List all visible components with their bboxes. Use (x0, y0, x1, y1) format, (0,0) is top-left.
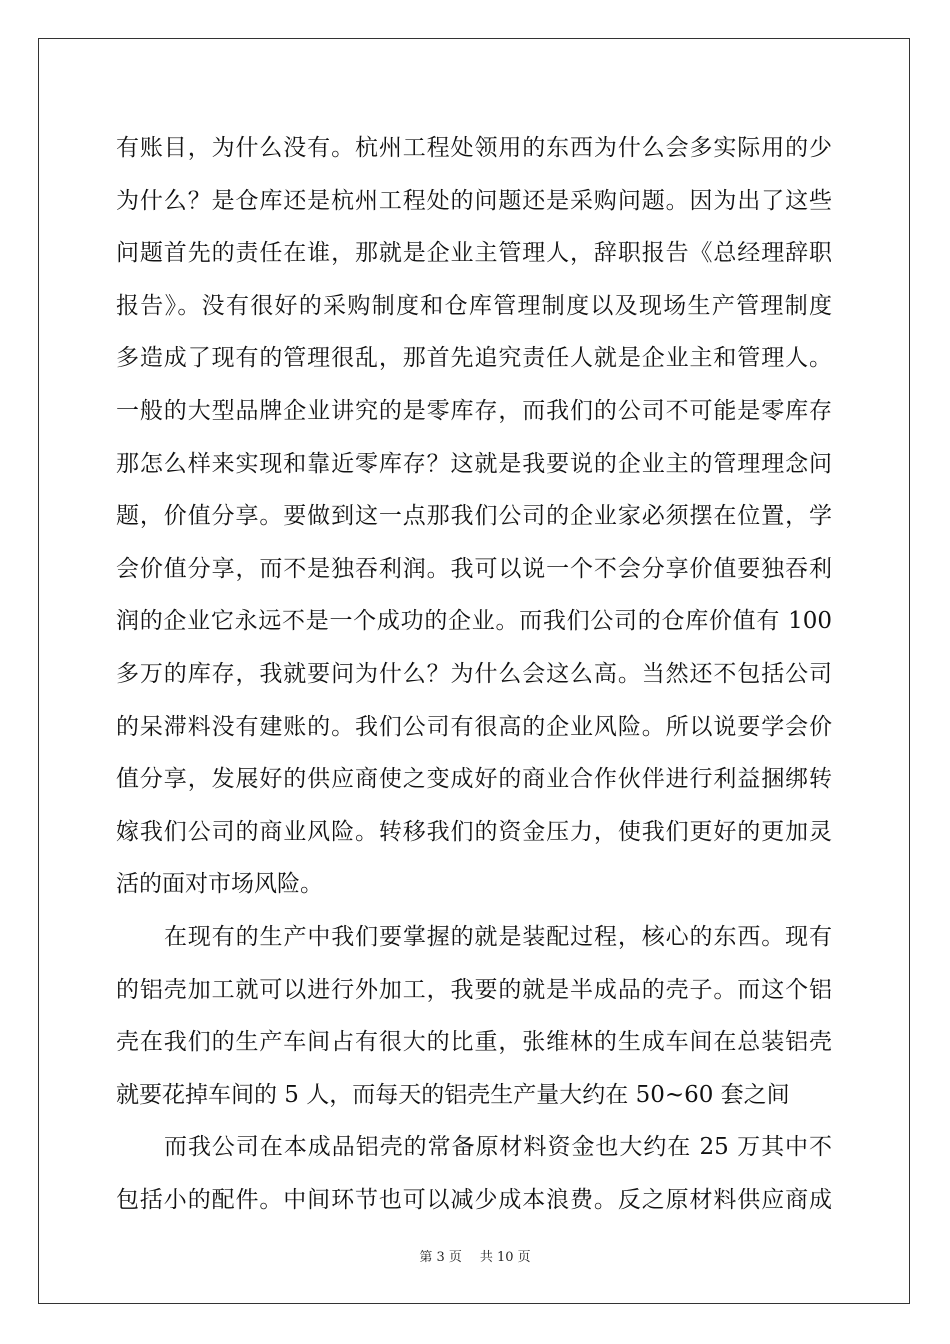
text-line: 润的企业它永远不是一个成功的企业。而我们公司的仓库价值有 100 (116, 608, 832, 635)
page-footer (0, 1246, 950, 1265)
text-line: 多万的库存，我就要问为什么？为什么会这么高。当然还不包括公司 (116, 660, 832, 687)
text-line: 题，价值分享。要做到这一点那我们公司的企业家必须摆在位置，学 (116, 503, 832, 530)
text-line: 问题首先的责任在谁，那就是企业主管理人，辞职报告《总经理辞职 (116, 240, 832, 267)
text-line: 会价值分享，而不是独吞利润。我可以说一个不会分享价值要独吞利 (116, 555, 832, 582)
text-line: 为什么？是仓库还是杭州工程处的问题还是采购问题。因为出了这些 (116, 187, 832, 214)
text-line: 那怎么样来实现和靠近零库存？这就是我要说的企业主的管理理念问 (116, 450, 832, 477)
text-line: 嫁我们公司的商业风险。转移我们的资金压力，使我们更好的更加灵 (116, 818, 832, 845)
page-number-current: 第 3 页 (419, 1250, 462, 1265)
paragraph-1 (116, 122, 832, 911)
text-line: 包括小的配件。中间环节也可以减少成本浪费。反之原材料供应商成 (116, 1186, 832, 1213)
text-line: 就要花掉车间的 5 人，而每天的铝壳生产量大约在 50~60 套之间 (116, 1081, 790, 1108)
text-line: 多造成了现有的管理很乱，那首先追究责任人就是企业主和管理人。 (116, 345, 832, 372)
text-line: 一般的大型品牌企业讲究的是零库存，而我们的公司不可能是零库存 (116, 397, 832, 424)
text-line: 值分享，发展好的供应商使之变成好的商业合作伙伴进行利益捆绑转 (116, 766, 832, 793)
paragraph-3 (116, 1121, 832, 1226)
text-line: 的铝壳加工就可以进行外加工，我要的就是半成品的壳子。而这个铝 (116, 976, 832, 1003)
document-body (116, 122, 832, 1226)
text-line: 的呆滞料没有建账的。我们公司有很高的企业风险。所以说要学会价 (116, 713, 832, 740)
text-line: 而我公司在本成品铝壳的常备原材料资金也大约在 25 万其中不 (164, 1134, 832, 1161)
page-number-total: 共 10 页 (479, 1250, 531, 1265)
paragraph-2 (116, 911, 832, 1121)
text-line: 在现有的生产中我们要掌握的就是装配过程，核心的东西。现有 (164, 923, 832, 950)
text-line: 有账目，为什么没有。杭州工程处领用的东西为什么会多实际用的少 (116, 135, 832, 161)
text-line: 壳在我们的生产车间占有很大的比重，张维林的生成车间在总装铝壳 (116, 1029, 832, 1056)
text-line: 活的面对市场风险。 (116, 871, 323, 898)
text-line: 报告》。没有很好的采购制度和仓库管理制度以及现场生产管理制度 (116, 292, 832, 319)
